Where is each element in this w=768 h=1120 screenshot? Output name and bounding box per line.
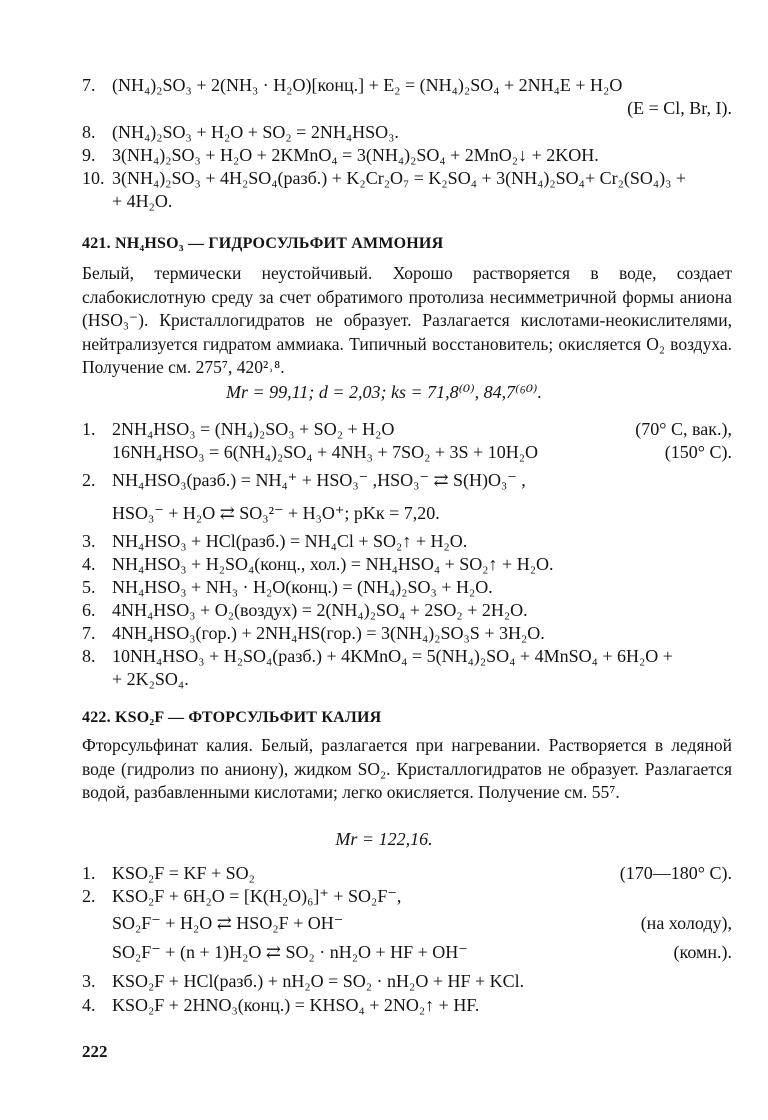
reaction-421-8 [82, 645, 732, 668]
section-421-properties: Mr = 99,11; d = 2,03; ks = 71,8⁽⁰⁾, 84,7⁽⁶⁰⁾. [226, 382, 542, 402]
reaction-422-2a [82, 885, 732, 908]
reaction-equation: NH₄HSO₃ + H₂SO₄(конц., хол.) = NH₄HSO₄ + SO₂↑ + H₂O. [112, 554, 554, 574]
reaction-8 [82, 121, 732, 144]
reaction-10-continuation [82, 190, 732, 213]
reaction-9 [82, 144, 732, 167]
reaction-equation: KSO₂F + HCl(разб.) + nH₂O = SO₂ · nH₂O + HF + KCl. [112, 971, 525, 991]
reaction-7-note-line [82, 97, 732, 120]
reaction-421-1b [82, 441, 732, 464]
reaction-421-6 [82, 599, 732, 622]
reaction-equation-continued: + 2K₂SO₄. [112, 669, 189, 689]
section-422-heading: 422. KSO₂F — ФТОРСУЛЬФИТ КАЛИЯ [82, 709, 382, 726]
reaction-422-2b [82, 912, 732, 935]
reaction-equation: NH₄HSO₃ + HCl(разб.) = NH₄Cl + SO₂↑ + H₂O. [112, 531, 468, 551]
reaction-equation: NH₄HSO₃ + NH₃ · H₂O(конц.) = (NH₄)₂SO₃ + H₂O. [112, 577, 493, 597]
reaction-equation: 16NH₄HSO₃ = 6(NH₄)₂SO₄ + 4NH₃ + 7SO₂ + 3S + 10H₂O [112, 442, 538, 462]
reaction-number: 10. [82, 168, 105, 188]
reaction-equation: KSO₂F + 6H₂O = [K(H₂O)₆]⁺ + SO₂F⁻, [112, 886, 402, 906]
reaction-number: 1. [82, 419, 96, 439]
reaction-condition: (70° C, вак.), [635, 419, 732, 439]
reaction-421-4 [82, 553, 732, 576]
reaction-number: 8. [82, 122, 96, 142]
reaction-equation: 4NH₄HSO₃(гор.) + 2NH₄HS(гор.) = 3(NH₄)₂SO₃S + 3H₂O. [112, 623, 545, 643]
section-421-heading: 421. NH₄HSO₃ — ГИДРОСУЛЬФИТ АММОНИЯ [82, 235, 444, 252]
reaction-421-1a [82, 418, 732, 441]
reaction-equation: NH₄HSO₃(разб.) = NH₄⁺ + HSO₃⁻ ,HSO₃⁻ ⇄ S(H)O₃⁻ , [112, 470, 526, 490]
reaction-10 [82, 167, 732, 190]
reaction-422-1 [82, 862, 732, 885]
reaction-number: 1. [82, 863, 96, 883]
page-number: 222 [82, 1042, 108, 1061]
reaction-condition: (на холоду), [640, 913, 732, 933]
reaction-equation: SO₂F⁻ + (n + 1)H₂O ⇄ SO₂ · nH₂O + HF + OH⁻ [112, 942, 468, 962]
reaction-equation: SO₂F⁻ + H₂O ⇄ HSO₂F + OH⁻ [112, 913, 344, 933]
reaction-number: 6. [82, 600, 96, 620]
reaction-equation: 4NH₄HSO₃ + O₂(воздух) = 2(NH₄)₂SO₄ + 2SO₂ + 2H₂O. [112, 600, 528, 620]
reaction-number: 9. [82, 145, 96, 165]
reaction-condition: (170—180° C). [619, 863, 732, 883]
reaction-equation-continued: + 4H₂O. [112, 191, 173, 211]
section-422-description: Фторсульфинат калия. Белый, разлагается при нагревании. Растворяется в ледяной воде (гидролиз по аниону), жидком SO₂. Кристаллогидратов не образует. Разлагается водой, разбавленными кислотами; легко окисляется. Получение см. 55⁷. [82, 735, 732, 802]
reaction-number: 3. [82, 531, 96, 551]
section-421-description: Белый, термически неустойчивый. Хорошо растворяется в воде, создает слабокислотную среду за счет обратимого протолиза несимметричной формы аниона (HSO₃⁻). Кристаллогидратов не образует. Разлагается кислотами-неокислителями, нейтрализуется гидратом аммиака. Типичный восстановитель; окисляется O₂ воздуха. Получение см. 275⁷, 420²˒⁸. [82, 263, 732, 377]
reaction-number: 7. [82, 623, 96, 643]
reaction-421-2a [82, 469, 732, 492]
reaction-equation: 3(NH₄)₂SO₃ + 4H₂SO₄(разб.) + K₂Cr₂O₇ = K₂SO₄ + 3(NH₄)₂SO₄+ Cr₂(SO₄)₃ + [112, 168, 687, 188]
reaction-number: 2. [82, 470, 96, 490]
reaction-equation: 10NH₄HSO₃ + H₂SO₄(разб.) + 4KMnO₄ = 5(NH₄)₂SO₄ + 4MnSO₄ + 6H₂O + [112, 646, 673, 666]
reaction-condition: (комн.). [673, 942, 732, 962]
reaction-equation: 2NH₄HSO₃ = (NH₄)₂SO₃ + SO₂ + H₂O [112, 419, 395, 439]
reaction-422-4 [82, 994, 732, 1017]
reaction-condition: (150° C). [664, 442, 732, 462]
reaction-7 [82, 74, 732, 97]
reaction-equation: HSO₃⁻ + H₂O ⇄ SO₃²⁻ + H₃O⁺; pKк = 7,20. [112, 503, 440, 523]
reaction-421-3 [82, 530, 732, 553]
reaction-number: 5. [82, 577, 96, 597]
reaction-number: 4. [82, 554, 96, 574]
reaction-421-8-continuation [82, 668, 732, 691]
reaction-422-3 [82, 970, 732, 993]
reaction-421-2b [82, 502, 732, 525]
reaction-number: 3. [82, 971, 96, 991]
reaction-equation: KSO₂F + 2HNO₃(конц.) = KHSO₄ + 2NO₂↑ + HF. [112, 995, 480, 1015]
reaction-422-2c [82, 941, 732, 964]
reaction-number: 2. [82, 886, 96, 906]
reaction-number: 8. [82, 646, 96, 666]
reaction-condition: (E = Cl, Br, I). [627, 98, 732, 118]
reaction-equation: (NH₄)₂SO₃ + 2(NH₃ · H₂O)[конц.] + E₂ = (NH₄)₂SO₄ + 2NH₄E + H₂O [112, 75, 623, 95]
section-422-properties: Mr = 122,16. [335, 829, 433, 849]
reaction-equation: (NH₄)₂SO₃ + H₂O + SO₂ = 2NH₄HSO₃. [112, 122, 399, 142]
reaction-number: 7. [82, 75, 96, 95]
reaction-number: 4. [82, 995, 96, 1015]
reaction-equation: KSO₂F = KF + SO₂ [112, 863, 255, 883]
reaction-421-5 [82, 576, 732, 599]
reaction-equation: 3(NH₄)₂SO₃ + H₂O + 2KMnO₄ = 3(NH₄)₂SO₄ + 2MnO₂↓ + 2KOH. [112, 145, 599, 165]
reaction-421-7 [82, 622, 732, 645]
